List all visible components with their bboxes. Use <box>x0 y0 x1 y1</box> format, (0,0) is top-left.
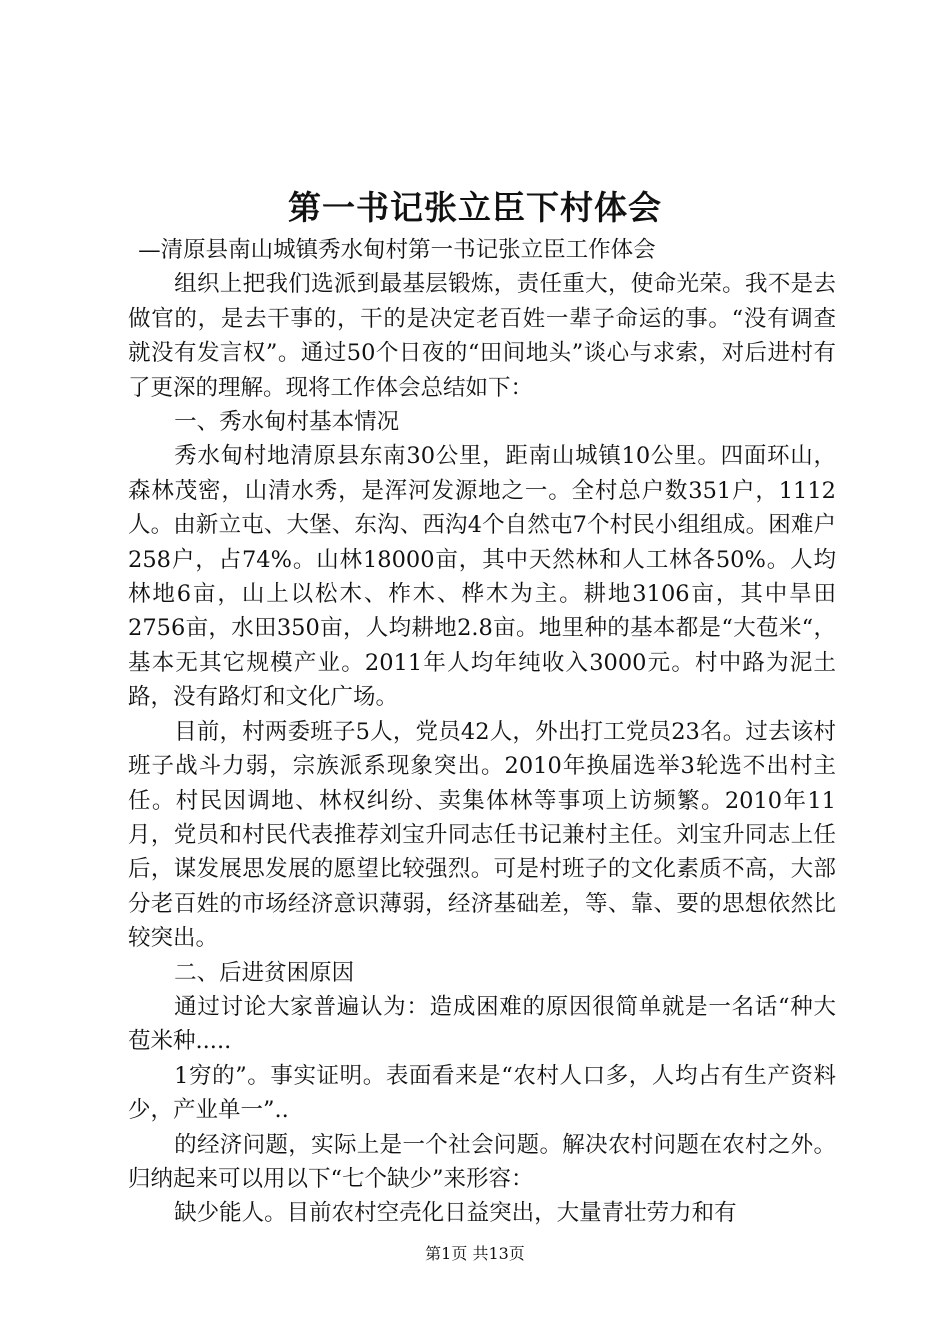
document-subtitle: —清原县南山城镇秀水甸村第一书记张立臣工作体会 <box>138 237 656 263</box>
page-footer: 第1页 共13页 <box>425 1244 525 1263</box>
paragraph-discussion: 通过讨论大家普遍认为：造成困难的原因很简单就是一名话“种大苞米种..... <box>128 993 836 1055</box>
paragraph-village-leadership: 目前，村两委班子5人，党员42人，外出打工党员23名。过去该村班子战斗力弱，宗族派系现象突出。2010年换届选举3轮选不出村主任。村民因调地、林权纠纷、卖集体林等事项上访频繁。2010年11月，党员和村民代表推荐刘宝升同志任书记兼村主任。刘宝升同志上任后，谋发展思发展的愿望比较强烈。可是村班子的文化素质不高，大部分老百姓的市场经济意识薄弱，经济基础差，等、靠、要的思想依然比较突出。 <box>128 718 836 952</box>
section-heading-2: 二、后进贫困原因 <box>174 959 355 986</box>
paragraph-intro: 组织上把我们选派到最基层锻炼，责任重大，使命光荣。我不是去做官的，是去干事的，干的是决定老百姓一辈子命运的事。“没有调查就没有发言权”。通过50个日夜的“田间地头”谈心与求索，对后进村有了更深的理解。现将工作体会总结如下： <box>128 271 836 401</box>
section-heading-1: 一、秀水甸村基本情况 <box>174 409 400 436</box>
document-body <box>128 233 836 1231</box>
paragraph-lack-talent: 缺少能人。目前农村空壳化日益突出，大量青壮劳力和有 <box>174 1200 737 1227</box>
paragraph-poverty-cause: 1穷的”。事实证明。表面看来是“农村人口多，人均占有生产资料少，产业单一”.. <box>128 1062 836 1124</box>
document-title: 第一书记张立臣下村体会 <box>288 188 662 227</box>
paragraph-village-overview: 秀水甸村地清原县东南30公里，距南山城镇10公里。四面环山，森林茂密，山清水秀，是浑河发源地之一。全村总户数351户，1112人。由新立屯、大堡、东沟、西沟4个自然屯7个村民小组组成。困难户258户，占74%。山林18000亩，其中天然林和人工林各50%。人均林地6亩，山上以松木、柞木、桦木为主。耕地3106亩，其中旱田2756亩，水田350亩，人均耕地2.8亩。地里种的基本都是“大苞米“，基本无其它规模产业。2011年人均年纯收入3000元。村中路为泥土路，没有路灯和文化广场。 <box>128 443 836 711</box>
paragraph-social-problem: 的经济问题，实际上是一个社会问题。解决农村问题在农村之外。归纳起来可以用以下“七个缺少”来形容： <box>128 1131 836 1192</box>
